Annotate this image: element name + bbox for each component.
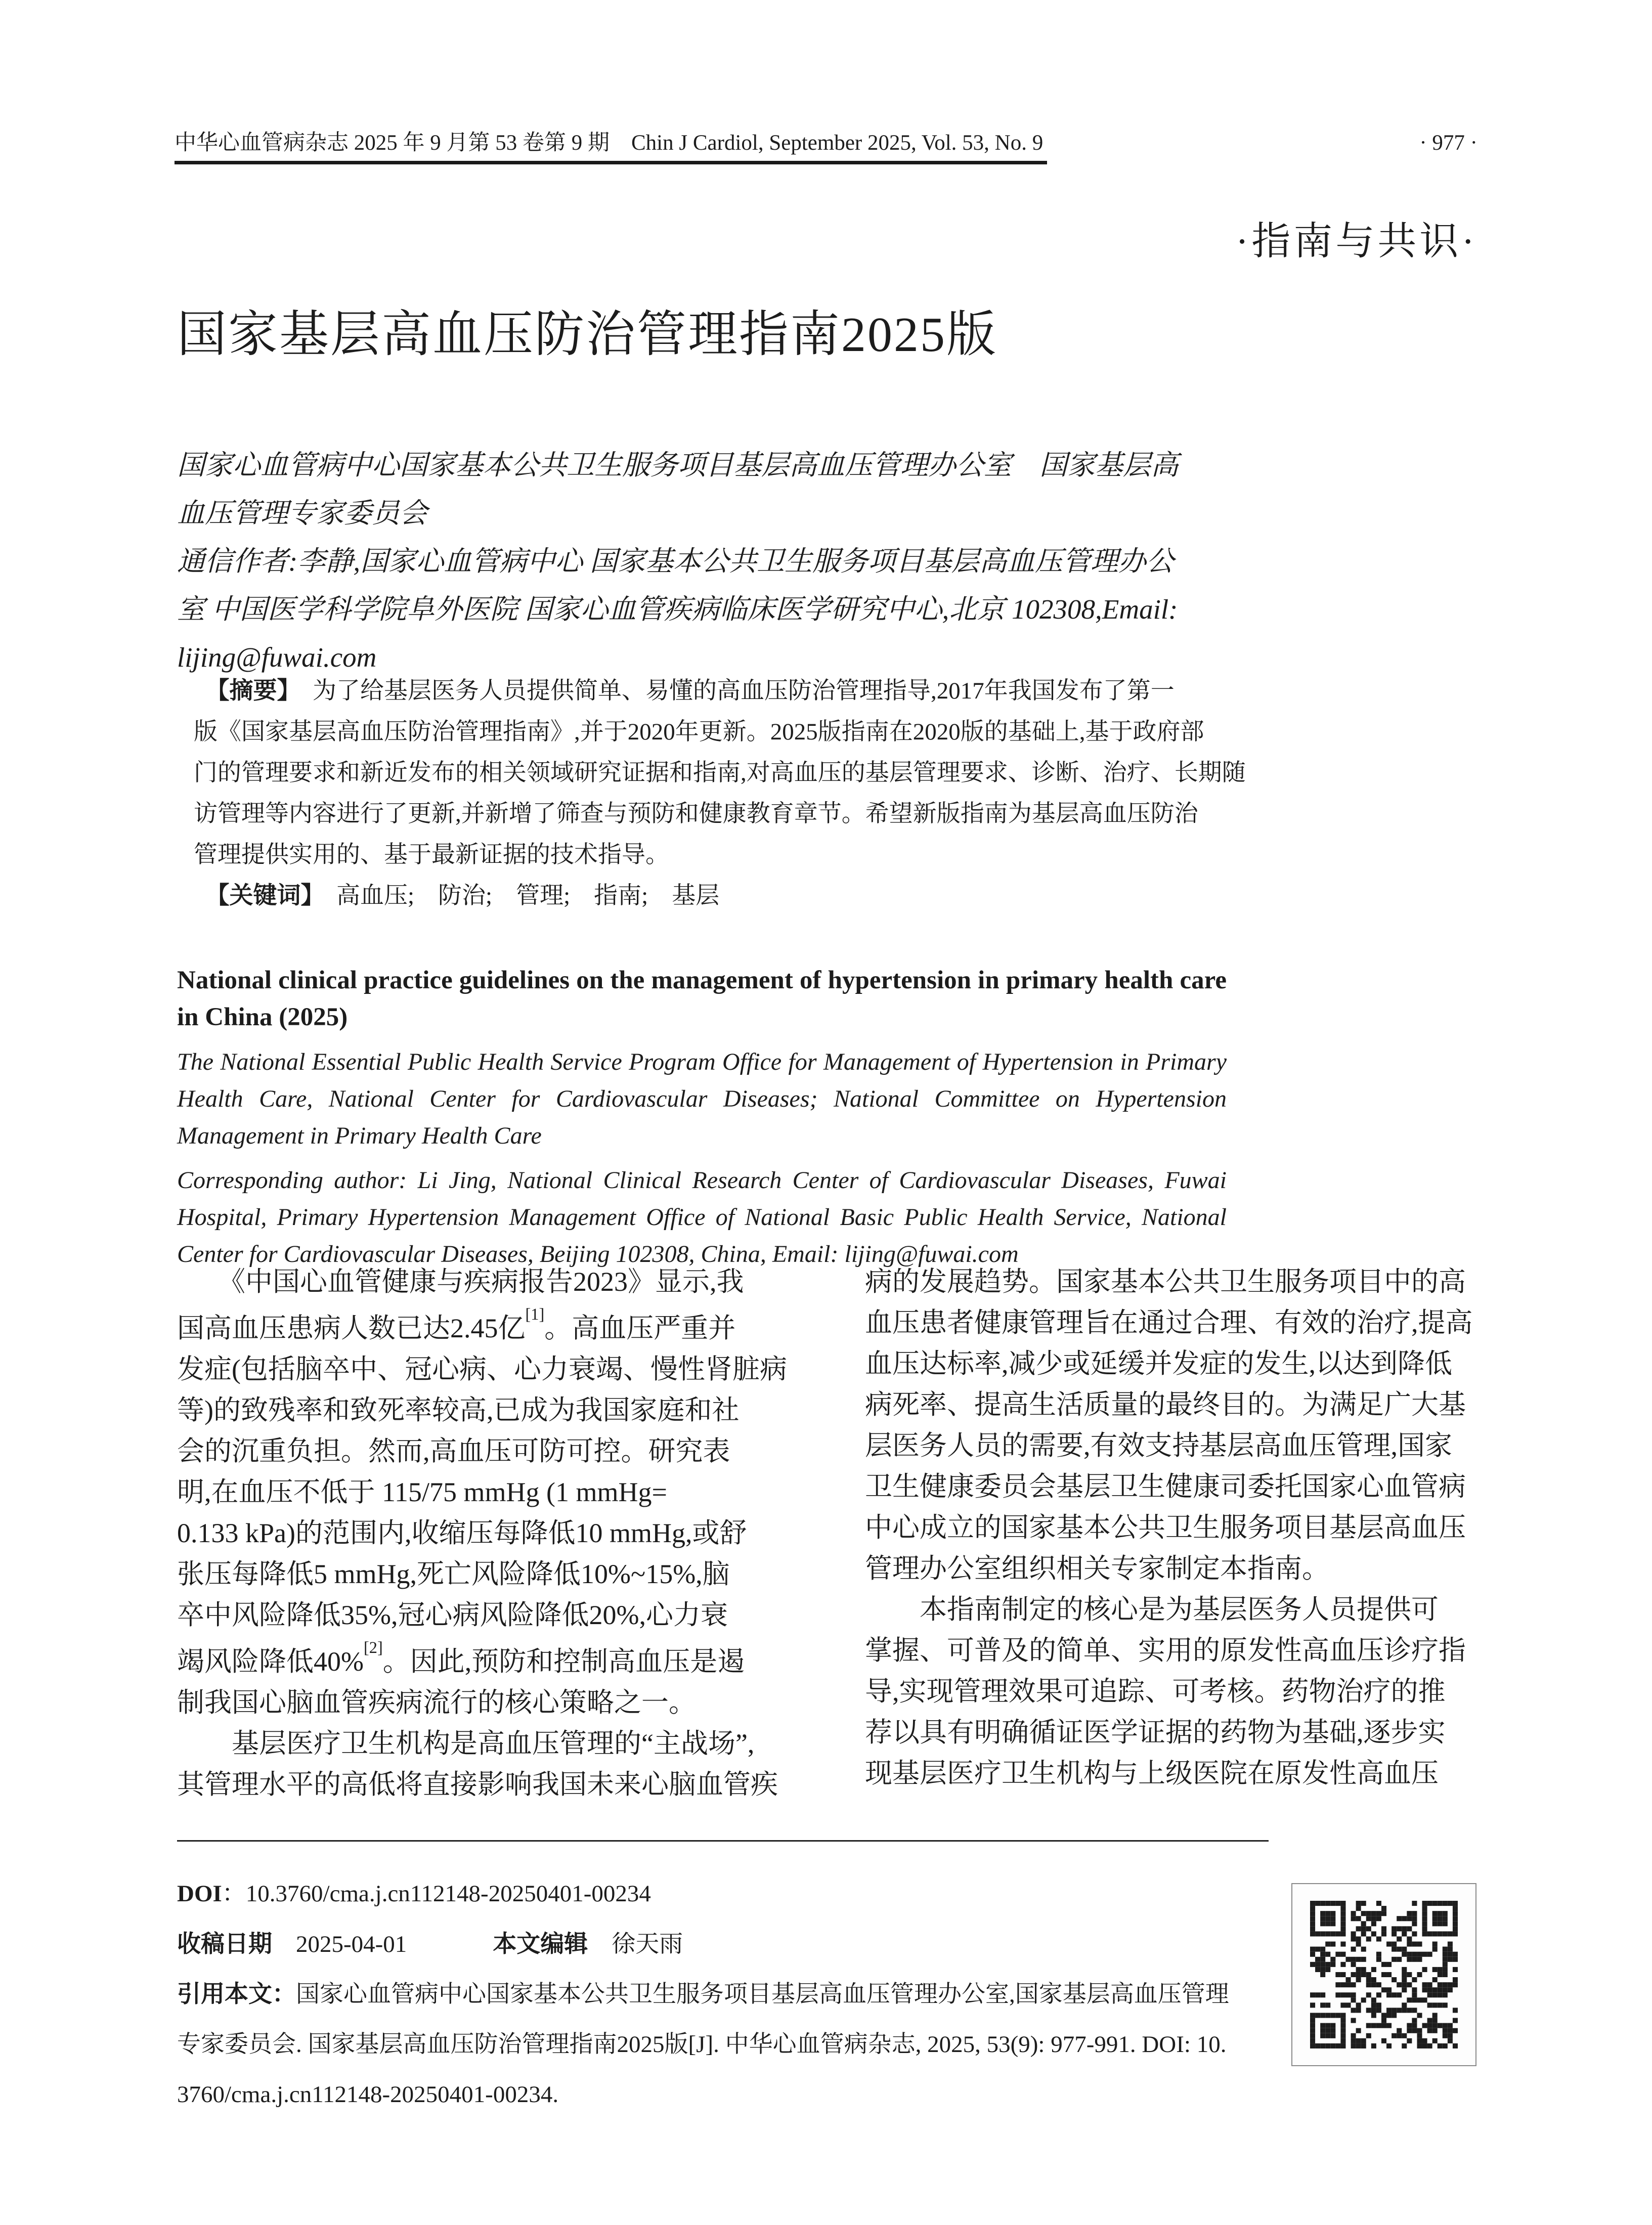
editor-name: 徐天雨 (588, 1931, 683, 1957)
corresponding-author-line: 室 中国医学科学院阜外医院 国家心血管疾病临床医学研究中心,北京 102308,Email: (177, 594, 1178, 625)
citation-block (177, 1970, 1277, 2120)
body-line: 制我国心脑血管疾病流行的核心策略之一。 (177, 1687, 696, 1718)
page-number: · 977 · (1419, 131, 1477, 155)
keywords-line (194, 877, 1231, 910)
footer-block (177, 1868, 1277, 2120)
body-column-left (177, 1261, 812, 1805)
body-line: 基层医疗卫生机构是高血压管理的“主战场”, (177, 1728, 755, 1759)
body-line: 会的沉重负担。然而,高血压可防可控。研究表 (177, 1436, 730, 1466)
body-line: 《中国心血管健康与疾病报告2023》显示,我 (177, 1267, 744, 1297)
article-title: 国家基层高血压防治管理指南2025版 (177, 308, 998, 362)
body-line: 血压患者健康管理旨在通过合理、有效的治疗,提高 (865, 1307, 1473, 1338)
body-line: 国高血压患病人数已达2.45亿[1]。高血压严重并 (177, 1305, 736, 1343)
body-line: 其管理水平的高低将直接影响我国未来心脑血管疾 (177, 1769, 778, 1800)
citation-line: 3760/cma.j.cn112148-20250401-00234. (177, 2081, 559, 2108)
citation-text: 国家心血管病中心国家基本公共卫生服务项目基层高血压管理办公室,国家基层高血压管理 (296, 1981, 1229, 2008)
abstract-line: 门的管理要求和新近发布的相关领域研究证据和指南,对高血压的基层管理要求、诊断、治疗、长期随 (194, 760, 1246, 786)
received-date-label: 收稿日期 (177, 1931, 272, 1957)
english-block (177, 962, 1227, 1273)
body-line: 卫生健康委员会基层卫生健康司委托国家心血管病 (865, 1471, 1466, 1502)
abstract-line: 管理提供实用的、基于最新证据的技术指导。 (194, 842, 669, 868)
citation-line (177, 1970, 1277, 2020)
body-text (177, 1261, 1474, 1805)
abstract-line: 版《国家基层高血压防治管理指南》,并于2020年更新。2025版指南在2020版的基础上,基于政府部 (194, 719, 1204, 745)
received-date-value: 2025-04-01 (272, 1931, 407, 1957)
abstract-block (194, 671, 1246, 876)
header-rule (175, 161, 1047, 164)
affiliation-line: 国家心血管病中心国家基本公共卫生服务项目基层高血压管理办公室 国家基层高 (177, 450, 1179, 481)
editor-label: 本文编辑 (493, 1931, 588, 1957)
body-line: 张压每降低5 mmHg,死亡风险降低10%~15%,脑 (177, 1559, 730, 1589)
body-line: 等)的致残率和致死率较高,已成为我国家庭和社 (177, 1395, 740, 1425)
abstract-line (194, 671, 1231, 712)
doi-line (177, 1868, 1277, 1919)
body-line: 发症(包括脑卒中、冠心病、心力衰竭、慢性肾脏病 (177, 1354, 787, 1384)
english-corresponding-author: Corresponding author: Li Jing, National Clinical Research Center of Cardiovascular Diseases, Fuwai Hospital, Primary Hypertension Management Office of National Basic Public Health Service, National Center for Cardiovascular Diseases, Beijing 102308, China, Email: lijing@fuwai.com (177, 1167, 1227, 1268)
abstract-text: 为了给基层医务人员提供简单、易懂的高血压防治管理指导,2017年我国发布了第一 (289, 678, 1175, 704)
section-label: ·指南与共识· (1235, 220, 1477, 263)
corresponding-author-line: 通信作者:李静,国家心血管病中心 国家基本公共卫生服务项目基层高血压管理办公 (177, 546, 1174, 577)
affiliation-line: 血压管理专家委员会 (177, 498, 428, 529)
doi-value: ：10.3760/cma.j.cn112148-20250401-00234 (222, 1881, 651, 1907)
body-line: 明,在血压不低于 115/75 mmHg (1 mmHg= (177, 1477, 667, 1507)
received-editor-line (177, 1919, 1277, 1970)
body-line: 层医务人员的需要,有效支持基层高血压管理,国家 (865, 1430, 1452, 1461)
body-line: 血压达标率,减少或延缓并发症的发生,以达到降低 (865, 1348, 1452, 1379)
keywords-label: 【关键词】 (218, 883, 313, 909)
body-line: 掌握、可普及的简单、实用的原发性高血压诊疗指 (865, 1635, 1466, 1666)
english-affiliation: The National Essential Public Health Service Program Office for Management of Hypertension in Primary Health Care, National Center for Cardiovascular Diseases; National Committee on Hypertension Management in Primary Health Care (177, 1049, 1227, 1149)
affiliation-block (177, 441, 1227, 681)
body-column-right (865, 1261, 1474, 1805)
body-line: 0.133 kPa)的范围内,收缩压每降低10 mmHg,或舒 (177, 1518, 747, 1548)
body-line: 病的发展趋势。国家基本公共卫生服务项目中的高 (865, 1267, 1466, 1297)
abstract-label: 【摘要】 (218, 678, 289, 704)
body-line: 中心成立的国家基本公共卫生服务项目基层高血压 (865, 1512, 1466, 1543)
doi-label: DOI (177, 1881, 222, 1907)
body-line: 导,实现管理效果可追踪、可考核。药物治疗的推 (865, 1676, 1446, 1707)
abstract-line: 访管理等内容进行了更新,并新增了筛查与预防和健康教育章节。希望新版指南为基层高血压防治 (194, 801, 1198, 827)
page-header (175, 125, 1477, 156)
qr-code-box (1291, 1883, 1476, 2066)
qr-code-svg (1310, 1901, 1458, 2048)
body-line: 管理办公室组织相关专家制定本指南。 (865, 1553, 1329, 1584)
corresponding-author-email: lijing@fuwai.com (177, 642, 377, 673)
citation-label: 引用本文： (177, 1981, 296, 2008)
body-line: 现基层医疗卫生机构与上级医院在原发性高血压 (865, 1758, 1439, 1788)
body-line: 本指南制定的核心是为基层医务人员提供可 (865, 1594, 1439, 1625)
body-line: 荐以具有明确循证医学证据的药物为基础,逐步实 (865, 1717, 1446, 1748)
body-line: 竭风险降低40%[2]。因此,预防和控制高血压是遏 (177, 1638, 745, 1677)
footnote-separator (177, 1840, 1269, 1842)
citation-line: 专家委员会. 国家基层高血压防治管理指南2025版[J]. 中华心血管病杂志, 2025, 53(9): 977-991. DOI: 10. (177, 2031, 1227, 2058)
journal-citation-line: 中华心血管病杂志 2025 年 9 月第 53 卷第 9 期 Chin J Cardiol, September 2025, Vol. 53, No. 9 (175, 131, 1044, 155)
body-line: 病死率、提高生活质量的最终目的。为满足广大基 (865, 1389, 1466, 1420)
keywords-text: 高血压; 防治; 管理; 指南; 基层 (313, 883, 720, 909)
body-line: 卒中风险降低35%,冠心病风险降低20%,心力衰 (177, 1600, 728, 1630)
english-title: National clinical practice guidelines on the management of hypertension in primary health care in China (2025) (177, 966, 1227, 1031)
